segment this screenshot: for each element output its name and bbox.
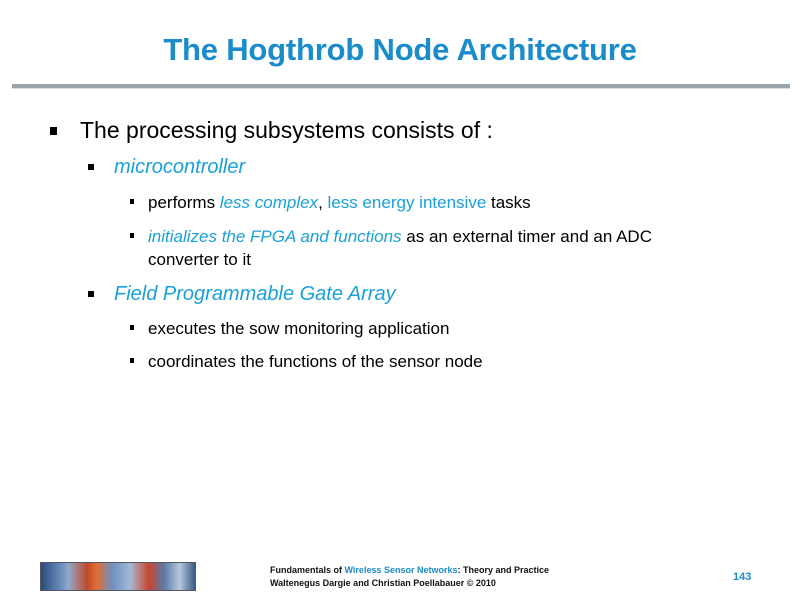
text-segment-emphasis: initializes the FPGA and functions <box>148 227 402 246</box>
bullet-performs-tasks <box>148 191 531 214</box>
bullet-marker-icon <box>130 358 134 363</box>
bullet-marker-icon <box>50 127 57 135</box>
bullet-microcontroller: microcontroller <box>114 156 246 178</box>
text-segment: , <box>318 193 328 212</box>
bullet-fpga: Field Programmable Gate Array <box>114 283 396 305</box>
bullet-marker-icon <box>130 325 134 330</box>
text-segment-emphasis: less complex <box>219 193 319 212</box>
text-segment: tasks <box>486 193 531 212</box>
footer-authors: Waltenegus Dargie and Christian Poellabauer © 2010 <box>270 578 496 588</box>
bullet-initializes-fpga-continued: converter to it <box>148 250 251 269</box>
bullet-marker-icon <box>130 233 134 238</box>
bullet-marker-icon <box>88 164 94 170</box>
bullet-coordinates-functions: coordinates the functions of the sensor node <box>148 352 483 371</box>
footer-banner-image <box>40 562 196 591</box>
footer-text-segment: : Theory and Practice <box>457 565 550 575</box>
footer-text-highlight: Wireless Sensor Networks <box>344 565 458 575</box>
footer-book-title <box>270 565 549 575</box>
bullet-processing-subsystems: The processing subsystems consists of : <box>80 117 493 143</box>
bullet-initializes-fpga <box>148 225 652 248</box>
text-segment-emphasis: less energy intensive <box>327 193 487 212</box>
footer-text-segment: Fundamentals of <box>270 565 345 575</box>
title-divider <box>12 84 790 89</box>
bullet-marker-icon <box>130 199 134 204</box>
text-segment: as an external timer and an ADC <box>401 227 652 246</box>
bullet-marker-icon <box>88 291 94 297</box>
bullet-executes-application: executes the sow monitoring application <box>148 319 450 338</box>
text-segment: performs <box>148 193 220 212</box>
slide-title: The Hogthrob Node Architecture <box>163 32 637 67</box>
page-number: 143 <box>733 571 752 583</box>
